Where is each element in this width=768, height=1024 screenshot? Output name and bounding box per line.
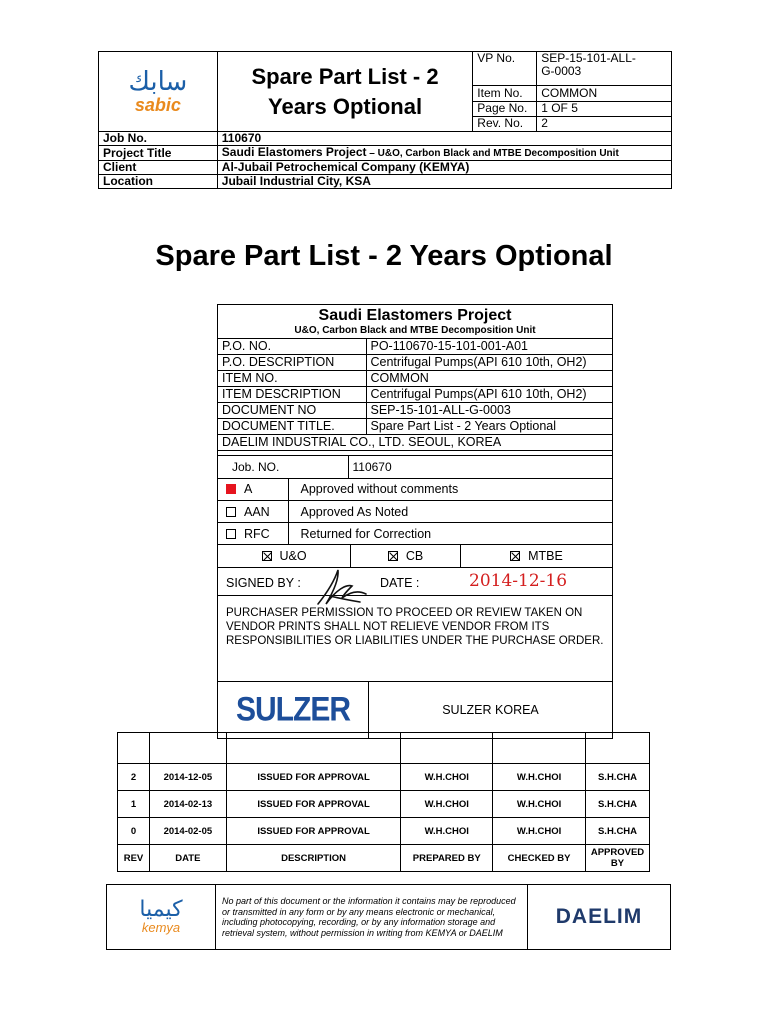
po-row xyxy=(218,403,612,419)
daelim-logo xyxy=(528,885,671,950)
po-row xyxy=(218,355,612,371)
client-value: Al-Jubail Petrochemical Company (KEMYA) xyxy=(217,161,671,175)
po-row-value: Centrifugal Pumps(API 610 10th, OH2) xyxy=(366,355,612,371)
revision-cell: S.H.CHA xyxy=(586,791,650,818)
rev-no-value: 2 xyxy=(537,116,672,131)
kemya-logo xyxy=(107,885,216,950)
revision-cell: 2014-02-05 xyxy=(149,818,226,845)
revision-header-cell: REV xyxy=(118,845,150,872)
unit-mtbe[interactable] xyxy=(460,545,612,567)
notice-line2: including photocopying, recording, or by any information storage and retrieval system, without permission in writing from KEMYA or DAELIM xyxy=(222,917,503,938)
revision-cell: 2014-02-13 xyxy=(149,791,226,818)
status-code-aan[interactable] xyxy=(218,501,288,523)
signature-row xyxy=(218,568,612,596)
po-row xyxy=(218,371,612,387)
empty-checkbox-icon xyxy=(226,507,236,517)
sabic-logo-arabic: سابك xyxy=(128,66,188,97)
job-no-value: 110670 xyxy=(217,132,671,146)
stamp-project-subtitle: U&O, Carbon Black and MTBE Decomposition Unit xyxy=(294,325,536,336)
status-row xyxy=(218,523,612,545)
empty-cell xyxy=(226,733,401,764)
review-stamp xyxy=(217,304,613,739)
revision-cell: ISSUED FOR APPROVAL xyxy=(226,764,401,791)
revision-cell: ISSUED FOR APPROVAL xyxy=(226,791,401,818)
revision-cell: W.H.CHOI xyxy=(493,764,586,791)
page-no-label: Page No. xyxy=(473,101,537,116)
revision-cell: ISSUED FOR APPROVAL xyxy=(226,818,401,845)
empty-cell xyxy=(493,733,586,764)
revision-cell: W.H.CHOI xyxy=(401,791,493,818)
revision-header-cell: DATE xyxy=(149,845,226,872)
client-label: Client xyxy=(99,161,218,175)
stamp-job-row xyxy=(218,456,612,479)
project-title-value xyxy=(217,146,671,161)
revision-row xyxy=(118,818,650,845)
header-title xyxy=(217,52,472,132)
revision-table xyxy=(117,732,650,872)
kemya-logo-arabic: كيميا xyxy=(139,897,183,922)
po-row-value: COMMON xyxy=(366,371,612,387)
revision-empty-row xyxy=(118,733,650,764)
crossed-box-icon xyxy=(388,551,398,561)
page-title: Spare Part List - 2 Years Optional xyxy=(155,240,613,272)
po-row-label: DOCUMENT TITLE. xyxy=(218,419,366,435)
revision-cell: 2 xyxy=(118,764,150,791)
vendor-row xyxy=(218,682,612,738)
po-row xyxy=(218,387,612,403)
po-row-value: Spare Part List - 2 Years Optional xyxy=(366,419,612,435)
vp-no-label: VP No. xyxy=(473,52,537,86)
project-title-suffix: – U&O, Carbon Black and MTBE Decomposition Unit xyxy=(366,148,619,159)
item-no-label: Item No. xyxy=(473,86,537,101)
revision-cell: 0 xyxy=(118,818,150,845)
sulzer-logo-text: SULZER xyxy=(236,689,350,728)
empty-cell xyxy=(586,733,650,764)
revision-cell: S.H.CHA xyxy=(586,764,650,791)
status-table xyxy=(218,479,612,546)
location-value: Jubail Industrial City, KSA xyxy=(217,175,671,189)
revision-cell: W.H.CHOI xyxy=(493,791,586,818)
status-code-rfc[interactable] xyxy=(218,523,288,545)
revision-cell: W.H.CHOI xyxy=(401,818,493,845)
copyright-notice xyxy=(216,885,528,950)
status-text-a: Approved without comments xyxy=(288,479,612,501)
location-label: Location xyxy=(99,175,218,189)
notice-line1: No part of this document or the information it contains may be reproduced or transmitted in any form or by any means electronic or mechanical, xyxy=(222,896,516,917)
date-value: 2014-12-16 xyxy=(469,570,568,591)
vendor-line: DAELIM INDUSTRIAL CO., LTD. SEOUL, KOREA xyxy=(218,435,612,451)
stamp-project-title: Saudi Elastomers Project xyxy=(318,307,512,324)
po-row-label: ITEM DESCRIPTION xyxy=(218,387,366,403)
revision-header-cell: PREPARED BY xyxy=(401,845,493,872)
revision-row xyxy=(118,791,650,818)
empty-cell xyxy=(401,733,493,764)
status-row xyxy=(218,501,612,523)
po-table xyxy=(218,338,612,435)
po-row-value: SEP-15-101-ALL-G-0003 xyxy=(366,403,612,419)
page-no-value: 1 OF 5 xyxy=(537,101,672,116)
status-code-a[interactable] xyxy=(218,479,288,501)
po-row-label: DOCUMENT NO xyxy=(218,403,366,419)
kemya-logo-latin: kemya xyxy=(141,920,181,935)
revision-header-cell: DESCRIPTION xyxy=(226,845,401,872)
item-no-value: COMMON xyxy=(537,86,672,101)
revision-header-row xyxy=(118,845,650,872)
vp-no-value: SEP-15-101-ALL-G-0003 xyxy=(537,52,672,86)
unit-label: CB xyxy=(405,548,424,563)
sulzer-logo xyxy=(218,682,369,738)
header-title-line1: Spare Part List - 2 xyxy=(251,63,439,89)
purchaser-disclaimer: PURCHASER PERMISSION TO PROCEED OR REVIEW TAKEN ON VENDOR PRINTS SHALL NOT RELIEVE VENDOR FROM ITS RESPONSIBILITIES OR LIABILITIES UNDER THE PURCHASE ORDER. xyxy=(218,596,612,682)
stamp-job-value: 110670 xyxy=(348,456,612,478)
empty-cell xyxy=(118,733,150,764)
po-row-value: Centrifugal Pumps(API 610 10th, OH2) xyxy=(366,387,612,403)
date-label: DATE : xyxy=(380,575,420,590)
revision-cell: W.H.CHOI xyxy=(493,818,586,845)
status-code: AAN xyxy=(244,504,270,519)
po-row-value: PO-110670-15-101-001-A01 xyxy=(366,339,612,355)
empty-cell xyxy=(149,733,226,764)
sabic-logo xyxy=(99,52,218,132)
revision-header-cell: APPROVED BY xyxy=(586,845,650,872)
project-title-main: Saudi Elastomers Project xyxy=(221,145,367,159)
status-text-rfc: Returned for Correction xyxy=(288,523,612,545)
po-row-label: P.O. DESCRIPTION xyxy=(218,355,366,371)
unit-label: U&O xyxy=(279,548,307,563)
project-title-label: Project Title xyxy=(99,146,218,161)
handwritten-signature-icon xyxy=(308,560,378,620)
crossed-box-icon xyxy=(510,551,520,561)
status-row xyxy=(218,479,612,501)
stamp-job-label: Job. NO. xyxy=(218,456,348,478)
revision-cell: 2014-12-05 xyxy=(149,764,226,791)
revision-cell: S.H.CHA xyxy=(586,818,650,845)
vendor-name: SULZER KOREA xyxy=(442,702,539,717)
empty-checkbox-icon xyxy=(226,529,236,539)
checked-box-icon xyxy=(226,484,236,494)
header-title-line2: Years Optional xyxy=(268,93,423,119)
po-row xyxy=(218,339,612,355)
footer-notice xyxy=(106,884,671,950)
revision-cell: W.H.CHOI xyxy=(401,764,493,791)
signed-by-label: SIGNED BY : xyxy=(226,575,301,590)
po-row-label: ITEM NO. xyxy=(218,371,366,387)
job-no-label: Job No. xyxy=(99,132,218,146)
document-header xyxy=(98,51,672,189)
crossed-box-icon xyxy=(262,551,272,561)
po-row-label: P.O. NO. xyxy=(218,339,366,355)
units-table xyxy=(218,545,612,568)
daelim-logo-text: DAELIM xyxy=(555,905,643,928)
sabic-logo-latin: sabic xyxy=(134,94,181,115)
status-code: A xyxy=(244,482,253,497)
revision-header-cell: CHECKED BY xyxy=(493,845,586,872)
po-row xyxy=(218,419,612,435)
status-code: RFC xyxy=(244,526,270,541)
status-text-aan: Approved As Noted xyxy=(288,501,612,523)
revision-cell: 1 xyxy=(118,791,150,818)
revision-row xyxy=(118,764,650,791)
unit-label: MTBE xyxy=(528,548,563,563)
rev-no-label: Rev. No. xyxy=(473,116,537,131)
